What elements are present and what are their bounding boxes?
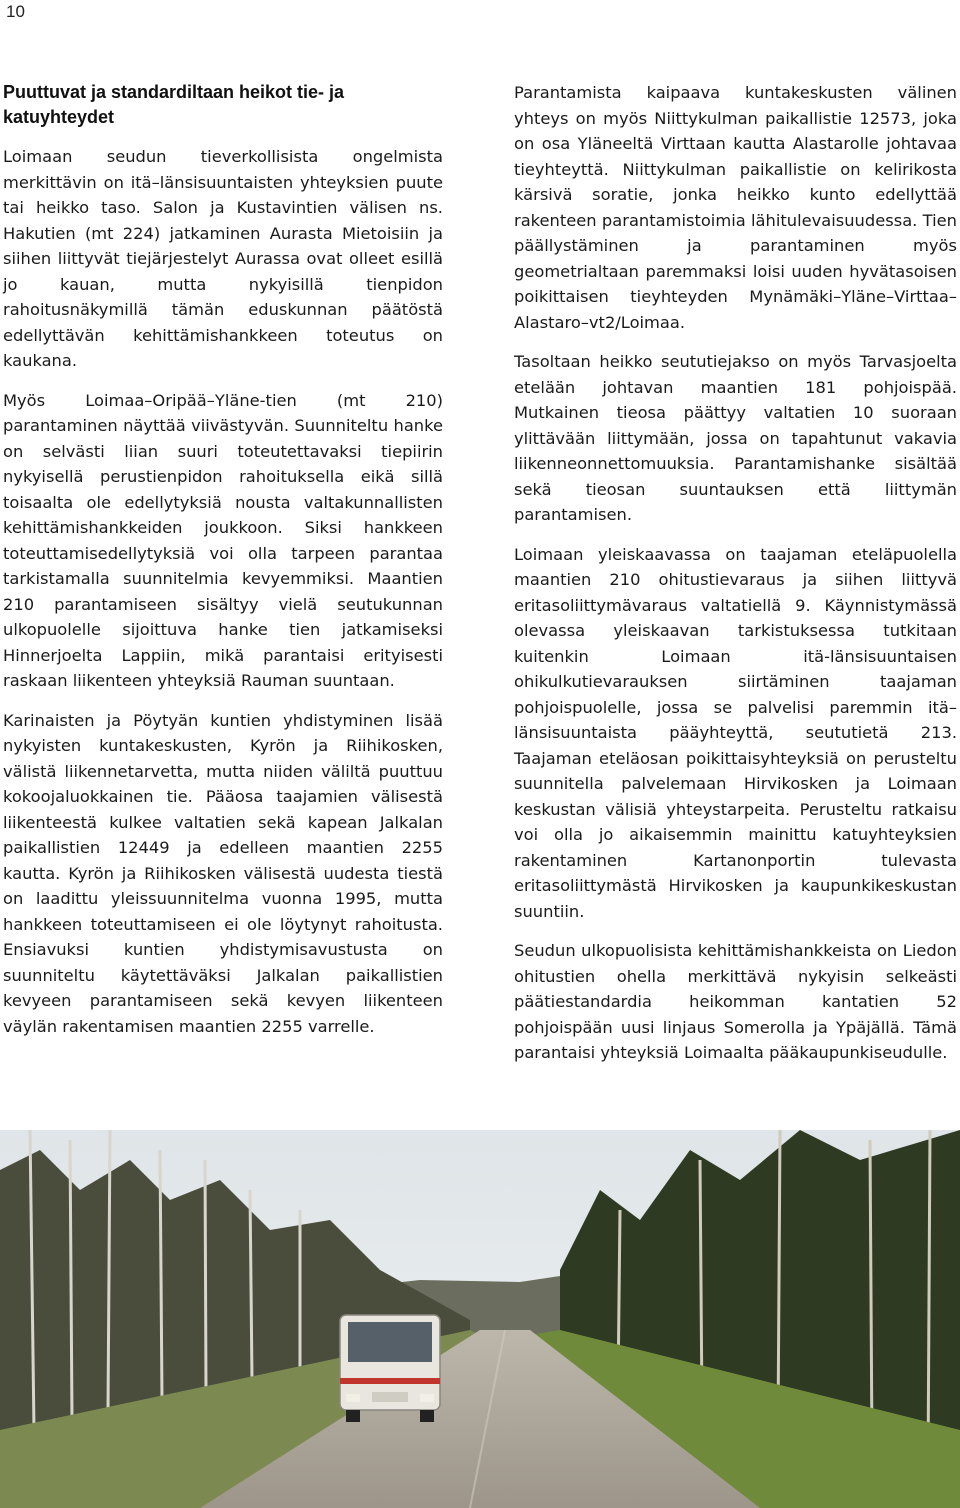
paragraph: Myös Loimaa–Oripää–Yläne-tien (mt 210) parantaminen näyttää viivästyvän. Suunniteltu hanke on selvästi liian suuri toteutettavaksi tiepiirin nykyisellä perustienpidon rahoituksella eikä sillä toisaalta ole edellytyksiä nousta valtakunnallisten kehittämishankkeiden joukkoon. Siksi hankkeen toteuttamisedellytyksiä voi olla tarpeen parantaa tarkistamalla suunnitelmia kevyemmiksi. Maantien 210 parantamiseen sisältyy vielä seutukunnan ulkopuolelle sijoittuva hanke tien jatkamiseksi Hinnerjoelta Lappiin, mikä parantaisi erityisesti raskaan liikenteen yhteyksiä Rauman suuntaan. xyxy=(3,390,443,690)
left-column xyxy=(3,80,443,1053)
road-photo-illustration xyxy=(0,1130,960,1508)
bus xyxy=(340,1315,440,1422)
paragraph: Parantamista kaipaava kuntakeskusten välinen yhteys on myös Niittykulman paikallistie 12573, joka on osa Yläneeltä Virttaan kautta Alastarolle johtavaa tieyhteyttä. Niittykulman paikallistie on kelirikosta kärsivä soratie, jonka heikko kunto edellyttää rakenteen parantamistoimia lähitulevaisuudessa. Tien päällystäminen ja parantaminen myös geometrialtaan paremmaksi loisi uuden hyvätasoisen poikittaisen tieyhteyden Mynämäki–Yläne–Virttaa–Alastaro–vt2/Loimaa. xyxy=(514,83,957,332)
right-column xyxy=(514,80,957,1080)
paragraph: Karinaisten ja Pöytyän kuntien yhdistyminen lisää nykyisten kuntakeskusten, Kyrön ja Riihikosken, välistä liikennetarvetta, mutta niiden väliltä puuttuu kokoojaluokkainen tie. Pääosa taajamien välisestä liikenteestä kulkee valtatien sekä kapean Jalkalan paikallistien 12449 ja edelleen maantien 2255 kautta. Kyrön ja Riihikosken välisestä uudesta tiestä on laadittu yleissuunnitelma vuonna 1995, mutta hankkeen toteuttamiseen ei ole löytynyt rahoitusta. Ensiavuksi kuntien yhdistymisavustusta on suunniteltu käytettäväksi Jalkalan paikallistien kevyeen parantamiseen sekä kevyen liikenteen väylän rakentamisen maantien 2255 varrelle. xyxy=(3,710,443,1036)
page-number: 10 xyxy=(6,2,25,21)
section-heading: Puuttuvat ja standardiltaan heikot tie- ja katuyhteydet xyxy=(3,82,345,127)
paragraph: Tasoltaan heikko seututiejakso on myös Tarvasjoelta etelään johtavan maantien 181 pohjoispää. Mutkainen tieosa päättyy valtatien 10 suoraan ylittävään liittymään, jossa on tapahtunut vakavia liikenneonnettomuuksia. Parantamishanke sisältää sekä tieosan suuntauksen että liittymän parantamisen. xyxy=(514,352,957,524)
paragraph: Loimaan seudun tieverkollisista ongelmista merkittävin on itä–länsisuuntaisten yhteyksien puute tai heikko taso. Salon ja Kustavintien välisen ns. Hakutien (mt 224) jatkaminen Aurasta Mietoisiin ja siihen liittyvät tiejärjestelyt Aurassa ovat olleet esillä jo kauan, mutta nykyisillä tienpidon rahoitusnäkymillä tämän eduskunnan päätöstä edellyttävän kehittämishankkeen toteutus on kaukana. xyxy=(3,147,443,370)
road-photo xyxy=(0,1130,960,1508)
paragraph: Seudun ulkopuolisista kehittämishankkeista on Liedon ohitustien ohella merkittävä nykyisin selkeästi päätiestandardia heikomman kantatien 52 pohjoispään uusi linjaus Somerolla ja Ypäjällä. Tämä parantaisi yhteyksiä Loimaalta pääkaupunkiseudulle. xyxy=(514,941,957,1062)
paragraph: Loimaan yleiskaavassa on taajaman eteläpuolella maantien 210 ohitustievaraus ja siihen liittyvä eritasoliittymävaraus valtatiellä 9. Käynnistymässä olevassa yleiskaavan tarkistuksessa tutkitaan kuitenkin Loimaan itä-länsisuuntaisen ohikulkutievarauksen siirtäminen taajaman pohjoispuolelle, jossa se palvelisi paremmin itä–länsisuuntaista pääyhteyttä, seututietä 213. Taajaman eteläosan poikittaisyhteyksiä on perusteltu suunnitella palvelemaan Hirvikosken ja Loimaan keskustan välisiä yhteystarpeita. Perusteltu ratkaisu voi olla jo aikaisemmin mainittu katuyhteyksien rakentaminen Kartanonportin tulevasta eritasoliittymästä Hirvikosken ja kaupunkikeskustan suuntiin. xyxy=(514,544,957,921)
